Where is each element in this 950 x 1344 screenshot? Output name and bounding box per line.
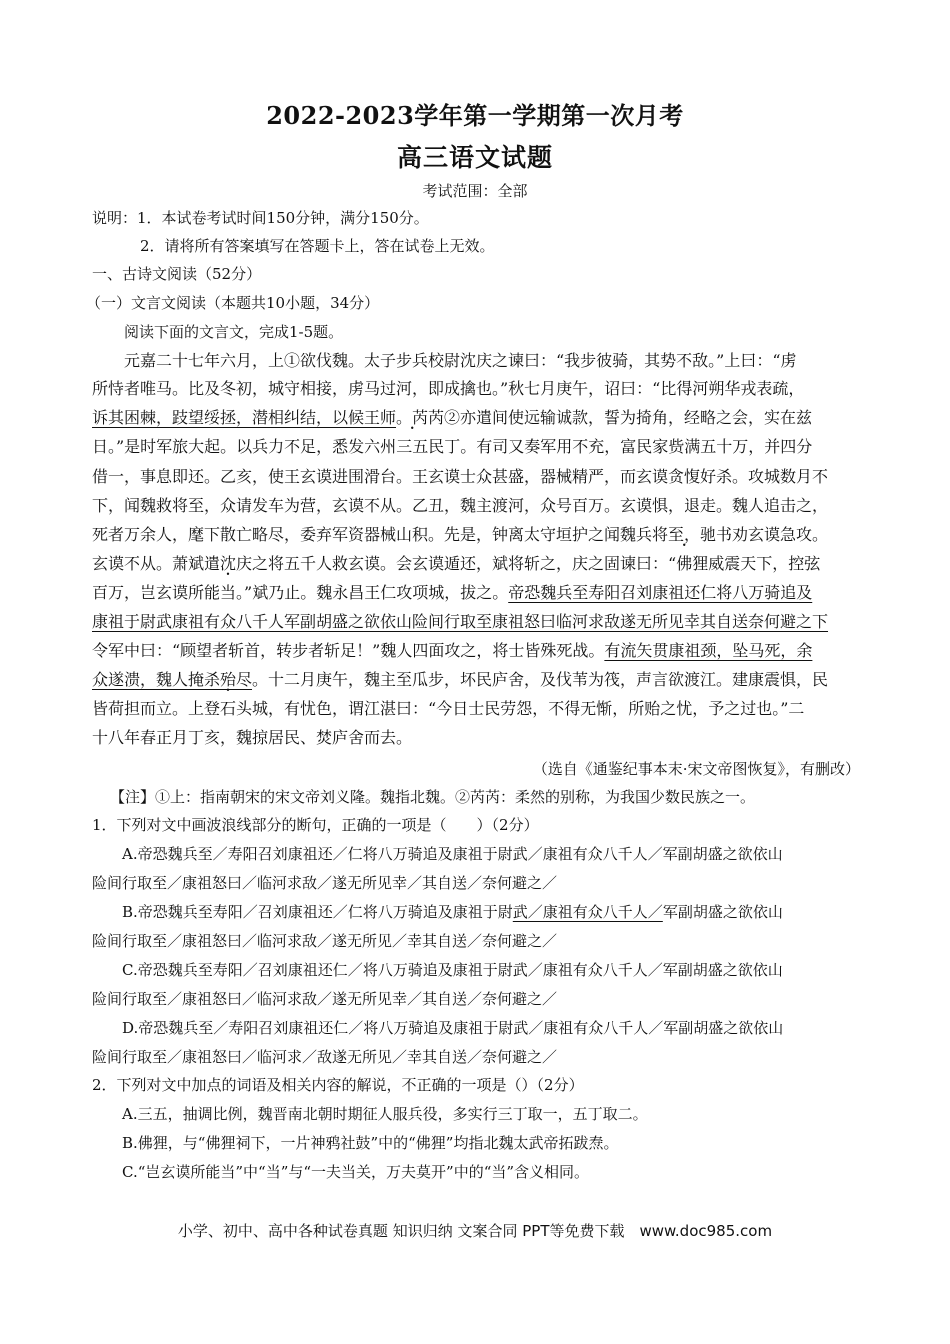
- question-2-stem: 2．下列对文中加点的词语及相关内容的解说，不正确的一项是（）（2分）: [92, 1076, 584, 1094]
- passage-source: （选自《通鉴纪事本末·宋文帝图恢复》，有删改）: [532, 760, 860, 778]
- passage-line: 借一，事息即还。乙亥，使王玄谟进围滑台。王玄谟士众甚盛，器械精严，而玄谟贪愎好杀。攻城数月不: [92, 467, 829, 486]
- q1-option-c: C.帝恐魏兵至寿阳／召刘康祖还仁／将八万骑追及康祖于尉武／康祖有众八千人／军副胡盛之欲依山: [122, 961, 783, 979]
- passage-line: 诉其困棘，跂望绥拯，潜相纠结，以候王师。芮芮②亦遣间使远输诚款，誓为掎角，经略之会，实在兹: [92, 408, 813, 427]
- passage-line: 令军中曰：“顾望者斩首，转步者斩足！”魏人四面攻之，将士皆殊死战。有流矢贯康祖颈，坠马死，余: [92, 641, 813, 660]
- note-line-1: 说明：1．本试卷考试时间150分钟，满分150分。: [92, 209, 429, 227]
- dotted-term-dang: 当: [220, 583, 237, 602]
- passage-line: 死者万余人，麾下散亡略尽，委弃军资器械山积。先是，钟离太守垣护之闻魏兵将至，驰书劝玄谟急攻。: [92, 525, 829, 544]
- exam-subtitle: 高三语文试题: [396, 143, 553, 172]
- q2-option-b: B.佛狸，与“佛狸祠下，一片神鸦社鼓”中的“佛狸”均指北魏太武帝拓跋焘。: [122, 1134, 619, 1152]
- passage-line: 所恃者唯马。比及冬初，城守相接，虏马过河，即成擒也。”秋七月庚午，诏曰：“比得河朔华戎表疏，: [92, 379, 805, 398]
- note-line-2: 2．请将所有答案填写在答题卡上，答在试卷上无效。: [140, 237, 495, 255]
- subsection-heading: （一）文言文阅读（本题共10小题，34分）: [86, 294, 380, 312]
- annotation: 【注】①上：指南朝宋的宋文帝刘义隆。魏指北魏。②芮芮：柔然的别称，为我国少数民族之一。: [110, 788, 756, 806]
- dotted-term-sanwu: 三五: [396, 437, 429, 456]
- q1-option-a-cont: 险间行取至／康祖怒曰／临河求敌／遂无所见幸／其自送／奈何避之／: [92, 874, 558, 892]
- underlined-sentence: 诉其困棘，跂望绥拯，潜相纠结，以候王师: [92, 408, 397, 427]
- q1-option-b-cont: 险间行取至／康祖怒曰／临河求敌／遂无所见／幸其自送／奈何避之／: [92, 932, 558, 950]
- exam-scope: 考试范围：全部: [422, 182, 528, 200]
- q2-option-a: A.三五，抽调比例，魏晋南北朝时期征人服兵役，多实行三丁取一，五丁取二。: [122, 1105, 648, 1123]
- passage-line: 皆荷担而立。上登石头城，有忧色，谓江湛曰：“今日士民劳怨，不得无惭，所贻之忧，予之过也。”二: [92, 699, 805, 718]
- underlined-sentence: 众遂溃，魏人掩杀殆尽: [92, 670, 253, 689]
- passage-line: 众遂溃，魏人掩杀殆尽。十二月庚午，魏主至瓜步，坏民庐舍，及伐苇为筏，声言欲渡江。建康震惧，民: [92, 670, 829, 689]
- passage-line: 玄谟不从。萧斌遣沈庆之将五千人救玄谟。会玄谟遁还，斌将斩之，庆之固谏曰：“佛狸威震天下，控弦: [92, 554, 821, 573]
- q1-option-a: A.帝恐魏兵至／寿阳召刘康祖还／仁将八万骑追及康祖于尉武／康祖有众八千人／军副胡盛之欲依山: [122, 845, 783, 863]
- dotted-term-shitou: 登石头: [204, 699, 253, 718]
- passage-line: 百万，岂玄谟所能当。”斌乃止。魏永昌王仁攻项城，拔之。帝恐魏兵至寿阳召刘康祖还仁将八万骑追及: [92, 583, 813, 602]
- dotted-term-foli: 佛: [676, 554, 693, 573]
- q1-option-b: B.帝恐魏兵至寿阳／召刘康祖还／仁将八万骑追及康祖于尉武／康祖有众八千人／军副胡盛之欲依山: [122, 903, 783, 921]
- passage-line: [92, 611, 862, 633]
- reading-instruction: 阅读下面的文言文，完成1-5题。: [124, 323, 344, 341]
- exam-title: 2022-2023学年第一学期第一次月考: [266, 101, 684, 130]
- passage-line: 元嘉二十七年六月，上①欲伐魏。太子步兵校尉沈庆之谏曰：“我步彼骑，其势不敌。”上曰：“虏: [124, 351, 797, 370]
- section-heading: 一、古诗文阅读（52分）: [92, 265, 262, 283]
- question-1-stem: 1．下列对文中画波浪线部分的断句，正确的一项是（ ）（2分）: [92, 816, 539, 834]
- footer-text: 小学、初中、高中各种试卷真题 知识归纳 文案合同 PPT等免费下载 www.doc985.com: [177, 1222, 773, 1240]
- passage-line: 下，闻魏救将至，众请发车为营，玄谟不从。乙丑，魏主渡河，众号百万。玄谟惧，退走。魏人追击之，: [92, 496, 829, 515]
- passage-line: 日。”是时军旅大起。以兵力不足，悉发六州三五民丁。有司又奏军用不充，富民家赀满五十万，并四分: [92, 437, 813, 456]
- q1-option-d: D.帝恐魏兵至／寿阳召刘康祖还仁／将八万骑追及康祖于尉武／康祖有众八千人／军副胡盛之欲依山: [122, 1019, 784, 1037]
- wavy-line-section: 帝恐魏兵至寿阳召刘康祖还仁将八万骑追及: [508, 583, 813, 602]
- q2-option-c: C.“岂玄谟所能当”中“当”与“一夫当关，万夫莫开”中的“当”含义相同。: [122, 1163, 590, 1181]
- passage-line: 十八年春正月丁亥，魏掠居民、焚庐舍而去。: [92, 728, 413, 747]
- wavy-line-section: 康祖于尉武康祖有众八千人军副胡盛之欲依山险间行取至康祖怒曰临河求敌遂无所见幸其自送奈何避之下: [92, 612, 829, 631]
- q1-option-c-cont: 险间行取至／康祖怒曰／临河求敌／遂无所见幸／其自送／奈何避之／: [92, 990, 558, 1008]
- underlined-sentence: 有流矢贯康祖颈，坠马死，余: [604, 641, 813, 660]
- q1-option-d-cont: 险间行取至／康祖怒曰／临河求／敌遂无所见／幸其自送／奈何避之／: [92, 1048, 558, 1066]
